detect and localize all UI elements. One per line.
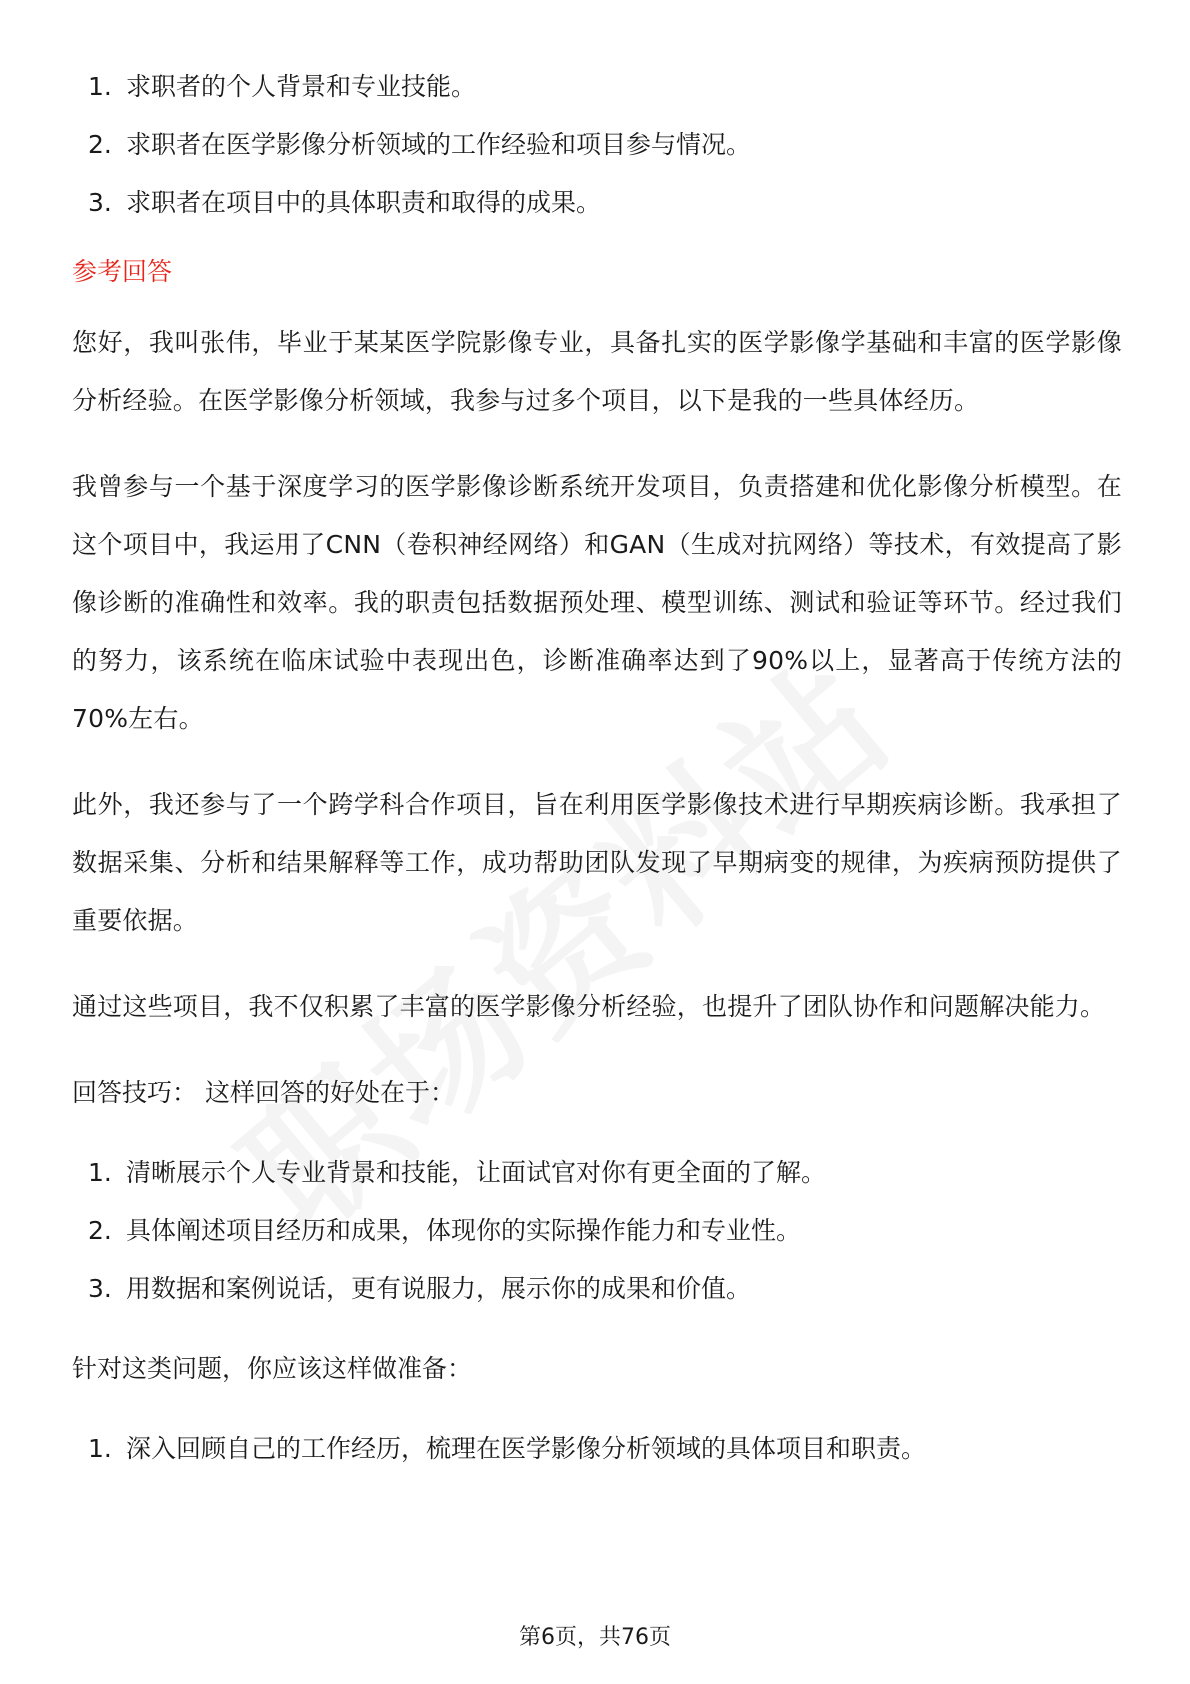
list-item: 1. 求职者的个人背景和专业技能。 [88, 72, 477, 101]
list-item: 2. 具体阐述项目经历和成果，体现你的实际操作能力和专业性。 [88, 1216, 802, 1245]
list-item: 3. 用数据和案例说话，更有说服力，展示你的成果和价值。 [88, 1274, 752, 1303]
document-page [72, 58, 1122, 1478]
answer-paragraph-4: 通过这些项目，我不仅积累了丰富的医学影像分析经验，也提升了团队协作和问题解决能力。 [72, 992, 1106, 1021]
question-points-list [72, 58, 1122, 232]
tips-list [72, 1144, 1122, 1318]
answer-paragraph-3: 此外，我还参与了一个跨学科合作项目，旨在利用医学影像技术进行早期疾病诊断。我承担了数据采集、分析和结果解释等工作，成功帮助团队发现了早期病变的规律，为疾病预防提供了重要依据。 [72, 790, 1122, 935]
list-item: 3. 求职者在项目中的具体职责和取得的成果。 [88, 188, 602, 217]
list-item: 2. 求职者在医学影像分析领域的工作经验和项目参与情况。 [88, 130, 752, 159]
answer-paragraph-1: 您好，我叫张伟，毕业于某某医学院影像专业，具备扎实的医学影像学基础和丰富的医学影像分析经验。在医学影像分析领域，我参与过多个项目，以下是我的一些具体经历。 [72, 328, 1122, 415]
list-item: 1. 清晰展示个人专业背景和技能，让面试官对你有更全面的了解。 [88, 1158, 827, 1187]
prep-list [72, 1420, 1122, 1478]
prep-intro: 针对这类问题，你应该这样做准备： [72, 1354, 473, 1383]
tips-intro: 回答技巧： 这样回答的好处在于： [72, 1078, 455, 1107]
list-item: 1. 深入回顾自己的工作经历，梳理在医学影像分析领域的具体项目和职责。 [88, 1434, 927, 1463]
page-footer: 第6页，共76页 [519, 1625, 671, 1650]
answer-paragraph-2: 我曾参与一个基于深度学习的医学影像诊断系统开发项目，负责搭建和优化影像分析模型。在这个项目中，我运用了CNN（卷积神经网络）和GAN（生成对抗网络）等技术，有效提高了影像诊断的准确性和效率。我的职责包括数据预处理、模型训练、测试和验证等环节。经过我们的努力，该系统在临床试验中表现出色，诊断准确率达到了90%以上，显著高于传统方法的70%左右。 [72, 472, 1122, 733]
section-heading: 参考回答 [72, 257, 173, 286]
